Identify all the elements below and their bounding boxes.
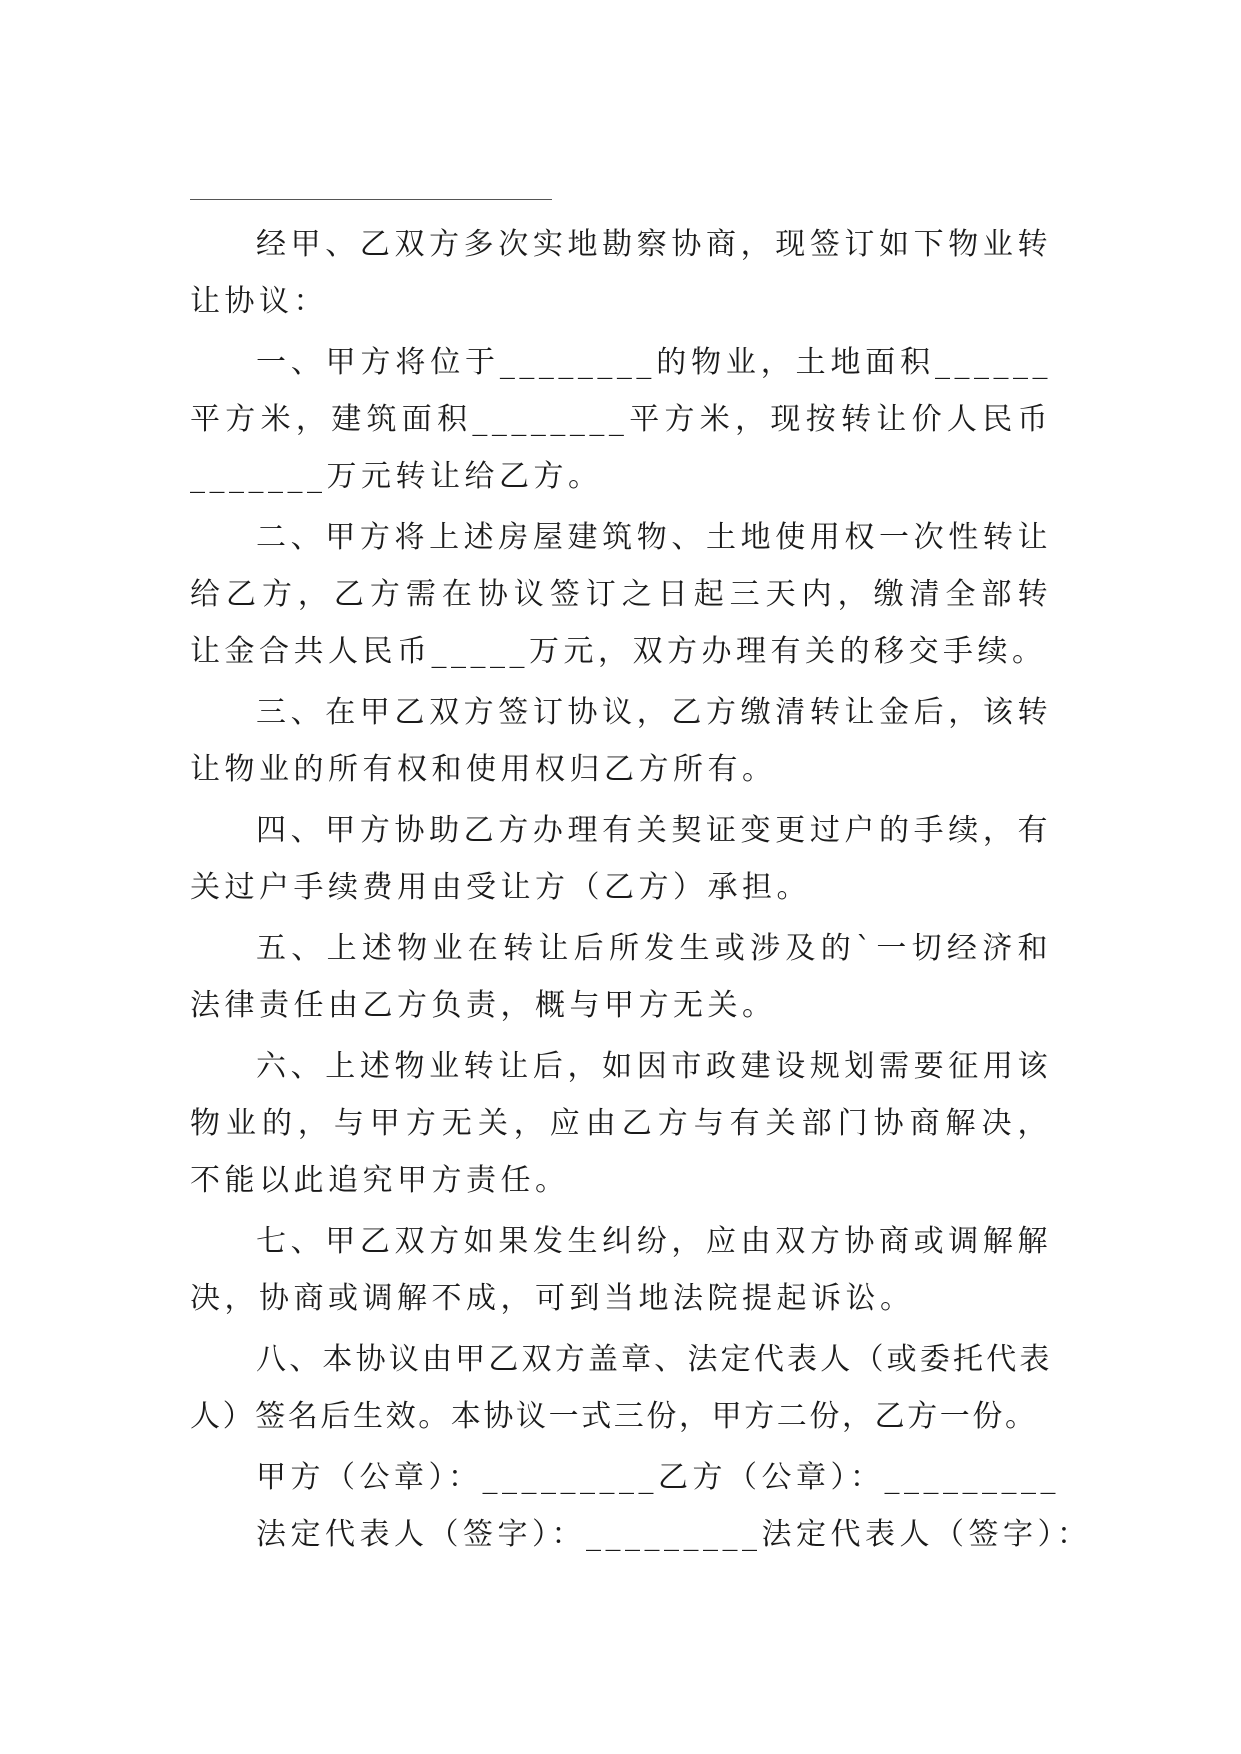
clause-1: 一、甲方将位于________的物业，土地面积______平方米，建筑面积________平方米，现按转让价人民币_______万元转让给乙方。: [190, 345, 1052, 494]
intro-paragraph: 经甲、乙双方多次实地勘察协商，现签订如下物业转让协议：: [190, 227, 1052, 319]
clause-5: 五、上述物业在转让后所发生或涉及的`一切经济和法律责任由乙方负责，概与甲方无关。: [190, 931, 1052, 1023]
clause-6: 六、上述物业转让后，如因市政建设规划需要征用该物业的，与甲方无关，应由乙方与有关部门协商解决，不能以此追究甲方责任。: [190, 1049, 1052, 1198]
clause-8: 八、本协议由甲乙双方盖章、法定代表人（或委托代表人）签名后生效。本协议一式三份，甲方二份，乙方一份。: [190, 1342, 1052, 1434]
header-rule: [190, 199, 552, 200]
clause-2: 二、甲方将上述房屋建筑物、土地使用权一次性转让给乙方，乙方需在协议签订之日起三天内，缴清全部转让金合共人民币_____万元，双方办理有关的移交手续。: [190, 520, 1052, 669]
clause-3: 三、在甲乙双方签订协议，乙方缴清转让金后，该转让物业的所有权和使用权归乙方所有。: [190, 695, 1052, 787]
clause-4: 四、甲方协助乙方办理有关契证变更过户的手续，有关过户手续费用由受让方（乙方）承担。: [190, 813, 1052, 905]
representative-signature-line: 法定代表人（签字）：_________法定代表人（签字）：: [256, 1517, 1092, 1552]
clause-7: 七、甲乙双方如果发生纠纷，应由双方协商或调解解决，协商或调解不成，可到当地法院提起诉讼。: [190, 1224, 1052, 1316]
party-seal-line: 甲方（公章）：_________乙方（公章）：_________: [256, 1460, 1060, 1495]
contract-body: [190, 216, 1092, 1563]
